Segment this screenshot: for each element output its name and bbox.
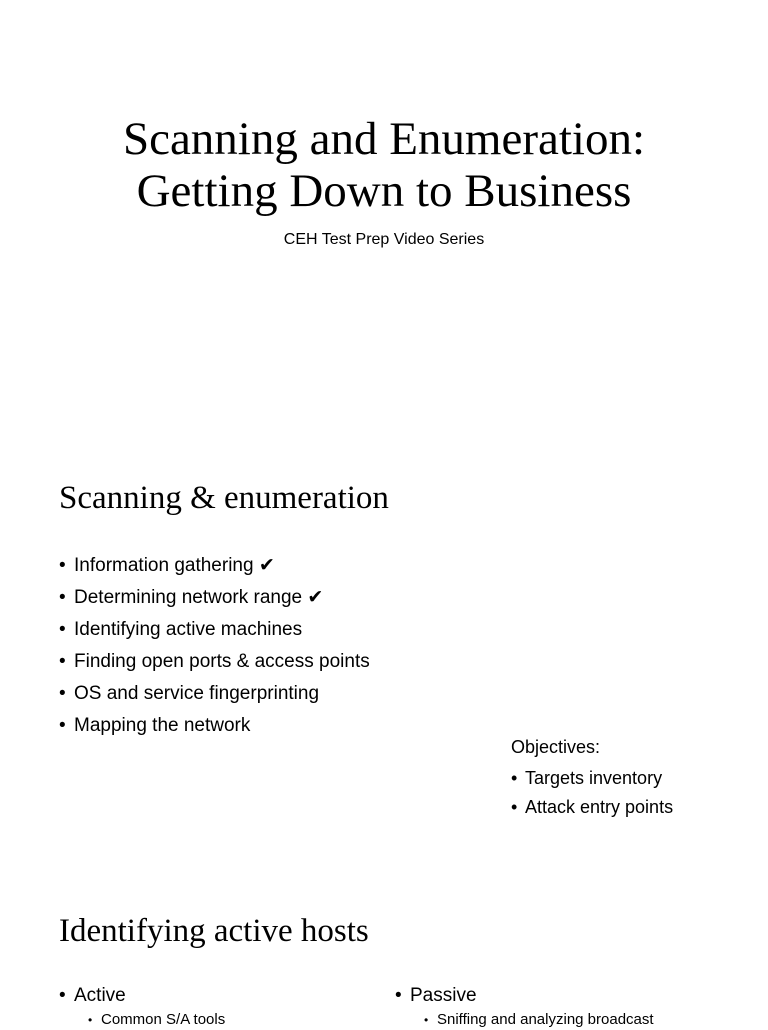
bullet-item: • OS and service fingerprinting (59, 678, 370, 710)
slide1-title (0, 113, 768, 217)
active-label: Active (74, 985, 126, 1006)
passive-item (395, 982, 654, 1030)
objective-item: • Targets inventory (511, 764, 673, 793)
active-column (59, 982, 225, 1030)
passive-label: Passive (410, 985, 477, 1006)
objectives-heading: Objectives: (511, 737, 601, 757)
slide2-title: Scanning & enumeration (59, 480, 389, 516)
bullet-item: • Information gathering ✔ (59, 550, 370, 582)
bullet-item: • Mapping the network (59, 710, 370, 742)
passive-sub-list (410, 1010, 654, 1030)
active-sub-list (74, 1010, 225, 1030)
slide3-title: Identifying active hosts (59, 913, 369, 949)
bullet-item: • Finding open ports & access points (59, 646, 370, 678)
bullet-item: • Identifying active machines (59, 614, 370, 646)
bullet-item: • Determining network range ✔ (59, 582, 370, 614)
slide1-title-line1: Scanning and Enumeration: (122, 113, 646, 165)
passive-sub-item: • Sniffing and analyzing broadcast (424, 1010, 654, 1030)
active-item (59, 982, 225, 1030)
slide1-subtitle: CEH Test Prep Video Series (283, 231, 485, 248)
slide1-title-line2: Getting Down to Business (136, 165, 632, 217)
objectives-list (511, 764, 673, 822)
slide2-bullet-list (59, 550, 370, 742)
objective-item: • Attack entry points (511, 793, 673, 822)
active-sub-item: • Common S/A tools (88, 1010, 225, 1030)
passive-column (395, 982, 654, 1030)
